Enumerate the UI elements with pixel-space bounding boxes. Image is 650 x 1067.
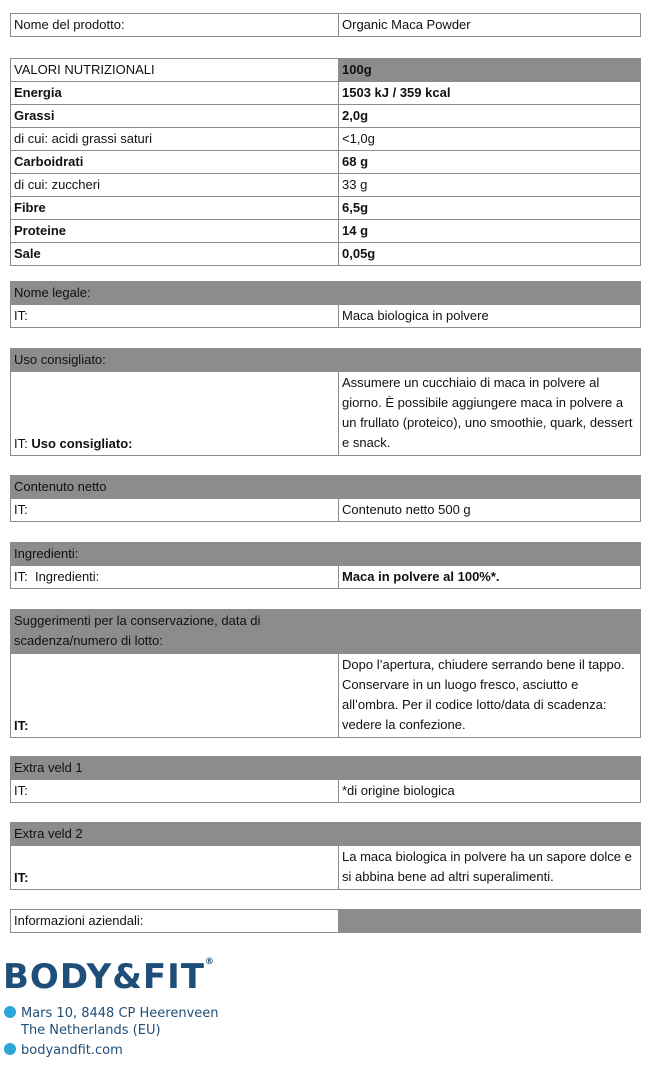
brand-logo-mark: ® bbox=[204, 957, 215, 967]
ingredients-table bbox=[10, 542, 641, 589]
usage-label: Uso consigliato: bbox=[31, 436, 133, 451]
company-address-line1 bbox=[4, 1006, 219, 1021]
product-row bbox=[11, 14, 641, 37]
legal-name-row bbox=[11, 305, 641, 328]
nutrition-label: Fibre bbox=[11, 197, 339, 220]
nutrition-label: di cui: zuccheri bbox=[11, 174, 339, 197]
nutrition-label: Sale bbox=[11, 243, 339, 266]
legal-name-table bbox=[10, 281, 641, 328]
nutrition-row bbox=[11, 243, 641, 266]
nutrition-value: 2,0g bbox=[339, 105, 641, 128]
company-table bbox=[10, 909, 641, 933]
legal-name-value: Maca biologica in polvere bbox=[339, 305, 641, 328]
nutrition-header-label: VALORI NUTRIZIONALI bbox=[11, 59, 339, 82]
nutrition-row bbox=[11, 174, 641, 197]
nutrition-value: 6,5g bbox=[339, 197, 641, 220]
extra2-row bbox=[11, 846, 641, 890]
usage-lang: IT: bbox=[14, 436, 28, 451]
extra2-table bbox=[10, 822, 641, 890]
nutrition-row bbox=[11, 82, 641, 105]
brand-logo-text: BODY&FIT bbox=[3, 957, 205, 997]
address-line2: The Netherlands (EU) bbox=[21, 1023, 161, 1038]
storage-header-row bbox=[11, 610, 641, 654]
usage-lang-cell bbox=[11, 372, 339, 456]
storage-row bbox=[11, 654, 641, 738]
location-pin-icon bbox=[4, 1006, 16, 1018]
extra1-table bbox=[10, 756, 641, 803]
storage-lang: IT: bbox=[11, 654, 339, 738]
net-content-table bbox=[10, 475, 641, 522]
company-header: Informazioni aziendali: bbox=[11, 910, 339, 933]
ingredients-lang: IT: bbox=[14, 569, 28, 584]
nutrition-label: Carboidrati bbox=[11, 151, 339, 174]
ingredients-header-row bbox=[11, 543, 641, 566]
usage-header: Uso consigliato: bbox=[11, 349, 641, 372]
product-table bbox=[10, 13, 641, 37]
extra1-header: Extra veld 1 bbox=[11, 757, 641, 780]
extra1-lang: IT: bbox=[11, 780, 339, 803]
nutrition-row bbox=[11, 105, 641, 128]
storage-value: Dopo l’apertura, chiudere serrando bene il tappo. Conservare in un luogo fresco, asciutto e all’ombra. Per il codice lotto/data di scadenza: vedere la confezione. bbox=[339, 654, 641, 738]
nutrition-row bbox=[11, 197, 641, 220]
nutrition-label: di cui: acidi grassi saturi bbox=[11, 128, 339, 151]
extra1-row bbox=[11, 780, 641, 803]
nutrition-table bbox=[10, 58, 641, 266]
nutrition-value: 33 g bbox=[339, 174, 641, 197]
nutrition-value: 68 g bbox=[339, 151, 641, 174]
nutrition-label: Energia bbox=[11, 82, 339, 105]
usage-row bbox=[11, 372, 641, 456]
nutrition-value: 0,05g bbox=[339, 243, 641, 266]
net-content-header-row bbox=[11, 476, 641, 499]
extra2-lang: IT: bbox=[11, 846, 339, 890]
usage-value: Assumere un cucchiaio di maca in polvere al giorno. È possibile aggiungere maca in polvere a un frullato (proteico), uno smoothie, quark, dessert e snack. bbox=[339, 372, 641, 456]
nutrition-header-value: 100g bbox=[339, 59, 641, 82]
extra1-value: *di origine biologica bbox=[339, 780, 641, 803]
nutrition-row bbox=[11, 151, 641, 174]
storage-table bbox=[10, 609, 641, 738]
nutrition-row bbox=[11, 128, 641, 151]
legal-name-lang: IT: bbox=[11, 305, 339, 328]
company-header-row bbox=[11, 910, 641, 933]
usage-header-row bbox=[11, 349, 641, 372]
web-globe-icon bbox=[4, 1043, 16, 1055]
nutrition-value: 14 g bbox=[339, 220, 641, 243]
legal-name-header: Nome legale: bbox=[11, 282, 641, 305]
product-label: Nome del prodotto: bbox=[11, 14, 339, 37]
legal-name-header-row bbox=[11, 282, 641, 305]
extra2-header-row bbox=[11, 823, 641, 846]
ingredients-row bbox=[11, 566, 641, 589]
company-website-row bbox=[4, 1043, 123, 1058]
storage-header: Suggerimenti per la conservazione, data di scadenza/numero di lotto: bbox=[11, 610, 339, 654]
ingredients-header: Ingredienti: bbox=[11, 543, 641, 566]
company-address-line2 bbox=[21, 1023, 161, 1038]
nutrition-value: <1,0g bbox=[339, 128, 641, 151]
nutrition-label: Grassi bbox=[11, 105, 339, 128]
nutrition-row bbox=[11, 220, 641, 243]
nutrition-header-row bbox=[11, 59, 641, 82]
nutrition-label: Proteine bbox=[11, 220, 339, 243]
ingredients-label: Ingredienti: bbox=[34, 569, 100, 584]
nutrition-value: 1503 kJ / 359 kcal bbox=[339, 82, 641, 105]
net-content-lang: IT: bbox=[11, 499, 339, 522]
usage-table bbox=[10, 348, 641, 456]
net-content-header: Contenuto netto bbox=[11, 476, 641, 499]
extra2-header: Extra veld 2 bbox=[11, 823, 641, 846]
extra2-value: La maca biologica in polvere ha un sapore dolce e si abbina bene ad altri superalimenti. bbox=[339, 846, 641, 890]
ingredients-value: Maca in polvere al 100%*. bbox=[339, 566, 641, 589]
net-content-row bbox=[11, 499, 641, 522]
net-content-value: Contenuto netto 500 g bbox=[339, 499, 641, 522]
company-header-empty bbox=[339, 910, 641, 933]
extra1-header-row bbox=[11, 757, 641, 780]
address-line1: Mars 10, 8448 CP Heerenveen bbox=[21, 1006, 219, 1021]
product-value: Organic Maca Powder bbox=[339, 14, 641, 37]
ingredients-lang-cell bbox=[11, 566, 339, 589]
company-website[interactable]: bodyandfit.com bbox=[21, 1043, 123, 1058]
brand-logo bbox=[3, 957, 215, 997]
storage-header-empty bbox=[339, 610, 641, 654]
